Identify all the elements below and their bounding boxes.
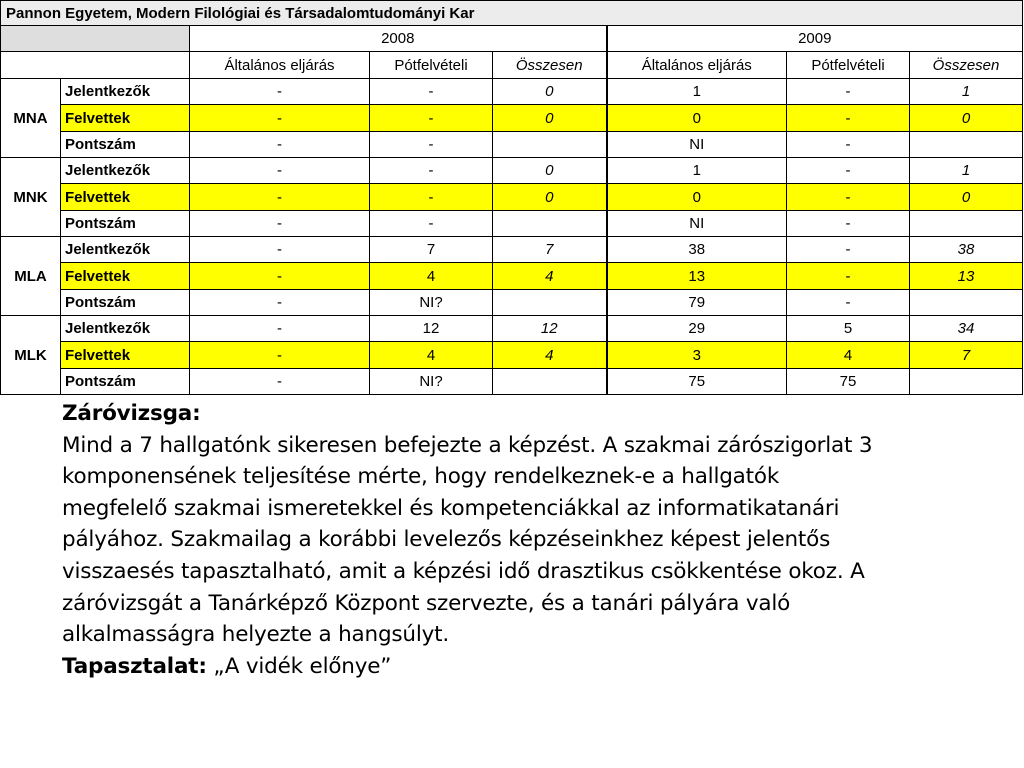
year-2008-header: 2008 xyxy=(190,26,607,52)
mnk-felvettek-row xyxy=(1,184,1023,211)
mlk-felvettek-row xyxy=(1,342,1023,369)
experience-line xyxy=(62,651,882,683)
program-label: MNK xyxy=(1,158,61,237)
table-cell: 12 xyxy=(493,316,607,342)
subheader-osszesen-2009: Összesen xyxy=(910,52,1023,79)
row-label: Pontszám xyxy=(61,290,190,316)
table-cell: - xyxy=(190,316,370,342)
table-cell xyxy=(910,132,1023,158)
table-title: Pannon Egyetem, Modern Filológiai és Társadalomtudományi Kar xyxy=(1,1,1023,26)
table-cell: - xyxy=(190,184,370,211)
table-cell: 1 xyxy=(607,158,787,184)
table-cell: NI? xyxy=(370,290,493,316)
mla-jelentkezok-row xyxy=(1,237,1023,263)
table-cell: 0 xyxy=(493,105,607,132)
row-label: Felvettek xyxy=(61,184,190,211)
row-label: Jelentkezők xyxy=(61,237,190,263)
table-cell: 7 xyxy=(493,237,607,263)
mla-pontszam-row xyxy=(1,290,1023,316)
header-corner xyxy=(1,26,190,52)
program-label: MLK xyxy=(1,316,61,395)
table-cell: - xyxy=(190,79,370,105)
table-cell: - xyxy=(370,158,493,184)
table-cell: - xyxy=(787,105,910,132)
table-cell: 0 xyxy=(607,105,787,132)
experience-label: Tapasztalat: xyxy=(62,653,207,679)
table-cell: - xyxy=(370,105,493,132)
table-cell: 0 xyxy=(493,184,607,211)
table-cell: - xyxy=(190,342,370,369)
table-cell: - xyxy=(370,132,493,158)
table-cell: - xyxy=(190,369,370,395)
mna-felvettek-row xyxy=(1,105,1023,132)
table-cell: 3 xyxy=(607,342,787,369)
table-cell xyxy=(493,211,607,237)
table-cell: 13 xyxy=(910,263,1023,290)
table-cell: 75 xyxy=(787,369,910,395)
exam-paragraph: Mind a 7 hallgatónk sikeresen befejezte a képzést. A szakmai zárószigorlat 3 komponensének teljesítése mérte, hogy rendelkeznek-e a hallgatók megfelelő szakmai ismeretekkel és kompetenciákkal az informatikatanári pályához. Szakmailag a korábbi levelezős képzéseinkhez képest jelentős visszaesés tapasztalható, amit a képzési idő drasztikus csökkentése okoz. A záróvizsgát a Tanárképző Központ szervezte, és a tanári pályára való alkalmasságra helyezte a hangsúlyt. xyxy=(62,432,873,648)
table-cell: 5 xyxy=(787,316,910,342)
table-cell: 0 xyxy=(910,184,1023,211)
table-cell: 29 xyxy=(607,316,787,342)
table-cell: 4 xyxy=(370,263,493,290)
table-cell: 0 xyxy=(493,79,607,105)
table-cell: - xyxy=(190,237,370,263)
program-label: MNA xyxy=(1,79,61,158)
table-cell: - xyxy=(190,263,370,290)
table-cell: 75 xyxy=(607,369,787,395)
experience-value: „A vidék előnye” xyxy=(206,653,392,679)
row-label: Pontszám xyxy=(61,211,190,237)
table-cell: - xyxy=(370,184,493,211)
mna-pontszam-row xyxy=(1,132,1023,158)
table-cell: 13 xyxy=(607,263,787,290)
table-cell: 0 xyxy=(493,158,607,184)
table-cell xyxy=(910,211,1023,237)
table-cell: - xyxy=(787,132,910,158)
table-cell: 1 xyxy=(607,79,787,105)
table-cell: 1 xyxy=(910,79,1023,105)
table-cell: NI xyxy=(607,211,787,237)
table-cell: 38 xyxy=(607,237,787,263)
table-cell: - xyxy=(190,290,370,316)
mnk-jelentkezok-row xyxy=(1,158,1023,184)
mlk-pontszam-row xyxy=(1,369,1023,395)
table-cell xyxy=(910,369,1023,395)
table-cell: 1 xyxy=(910,158,1023,184)
table-cell: 4 xyxy=(370,342,493,369)
row-label: Pontszám xyxy=(61,369,190,395)
table-cell: 7 xyxy=(910,342,1023,369)
row-label: Felvettek xyxy=(61,105,190,132)
table-cell: - xyxy=(787,184,910,211)
subheader-altalanos-2008: Általános eljárás xyxy=(190,52,370,79)
table-cell: - xyxy=(787,158,910,184)
row-label: Felvettek xyxy=(61,342,190,369)
table-cell: 4 xyxy=(787,342,910,369)
mla-felvettek-row xyxy=(1,263,1023,290)
table-cell: - xyxy=(787,290,910,316)
table-cell: 79 xyxy=(607,290,787,316)
table-cell: - xyxy=(787,211,910,237)
table-cell: 4 xyxy=(493,263,607,290)
subheader-altalanos-2009: Általános eljárás xyxy=(607,52,787,79)
table-cell: - xyxy=(787,263,910,290)
table-cell: - xyxy=(787,79,910,105)
table-cell: - xyxy=(190,211,370,237)
subheader-potfelveteli-2009: Pótfelvételi xyxy=(787,52,910,79)
table-cell: 0 xyxy=(607,184,787,211)
table-cell xyxy=(493,290,607,316)
subheader-potfelveteli-2008: Pótfelvételi xyxy=(370,52,493,79)
table-cell xyxy=(493,369,607,395)
table-cell: - xyxy=(370,211,493,237)
table-cell: 34 xyxy=(910,316,1023,342)
table-cell: 12 xyxy=(370,316,493,342)
table-cell xyxy=(910,290,1023,316)
table-cell: 0 xyxy=(910,105,1023,132)
exam-summary xyxy=(62,398,882,682)
table-cell: - xyxy=(190,105,370,132)
subheader-osszesen-2008: Összesen xyxy=(493,52,607,79)
year-2009-header: 2009 xyxy=(607,26,1023,52)
table-cell: 38 xyxy=(910,237,1023,263)
table-cell xyxy=(493,132,607,158)
exam-heading: Záróvizsga: xyxy=(62,401,201,426)
row-label: Pontszám xyxy=(61,132,190,158)
row-label: Jelentkezők xyxy=(61,316,190,342)
table-cell: - xyxy=(190,158,370,184)
mna-jelentkezok-row xyxy=(1,79,1023,105)
table-cell: - xyxy=(787,237,910,263)
table-cell: - xyxy=(190,132,370,158)
subheader-corner xyxy=(1,52,190,79)
mnk-pontszam-row xyxy=(1,211,1023,237)
table-cell: - xyxy=(370,79,493,105)
table-cell: NI xyxy=(607,132,787,158)
row-label: Felvettek xyxy=(61,263,190,290)
program-label: MLA xyxy=(1,237,61,316)
table-cell: NI? xyxy=(370,369,493,395)
row-label: Jelentkezők xyxy=(61,79,190,105)
row-label: Jelentkezők xyxy=(61,158,190,184)
mlk-jelentkezok-row xyxy=(1,316,1023,342)
table-cell: 4 xyxy=(493,342,607,369)
table-cell: 7 xyxy=(370,237,493,263)
